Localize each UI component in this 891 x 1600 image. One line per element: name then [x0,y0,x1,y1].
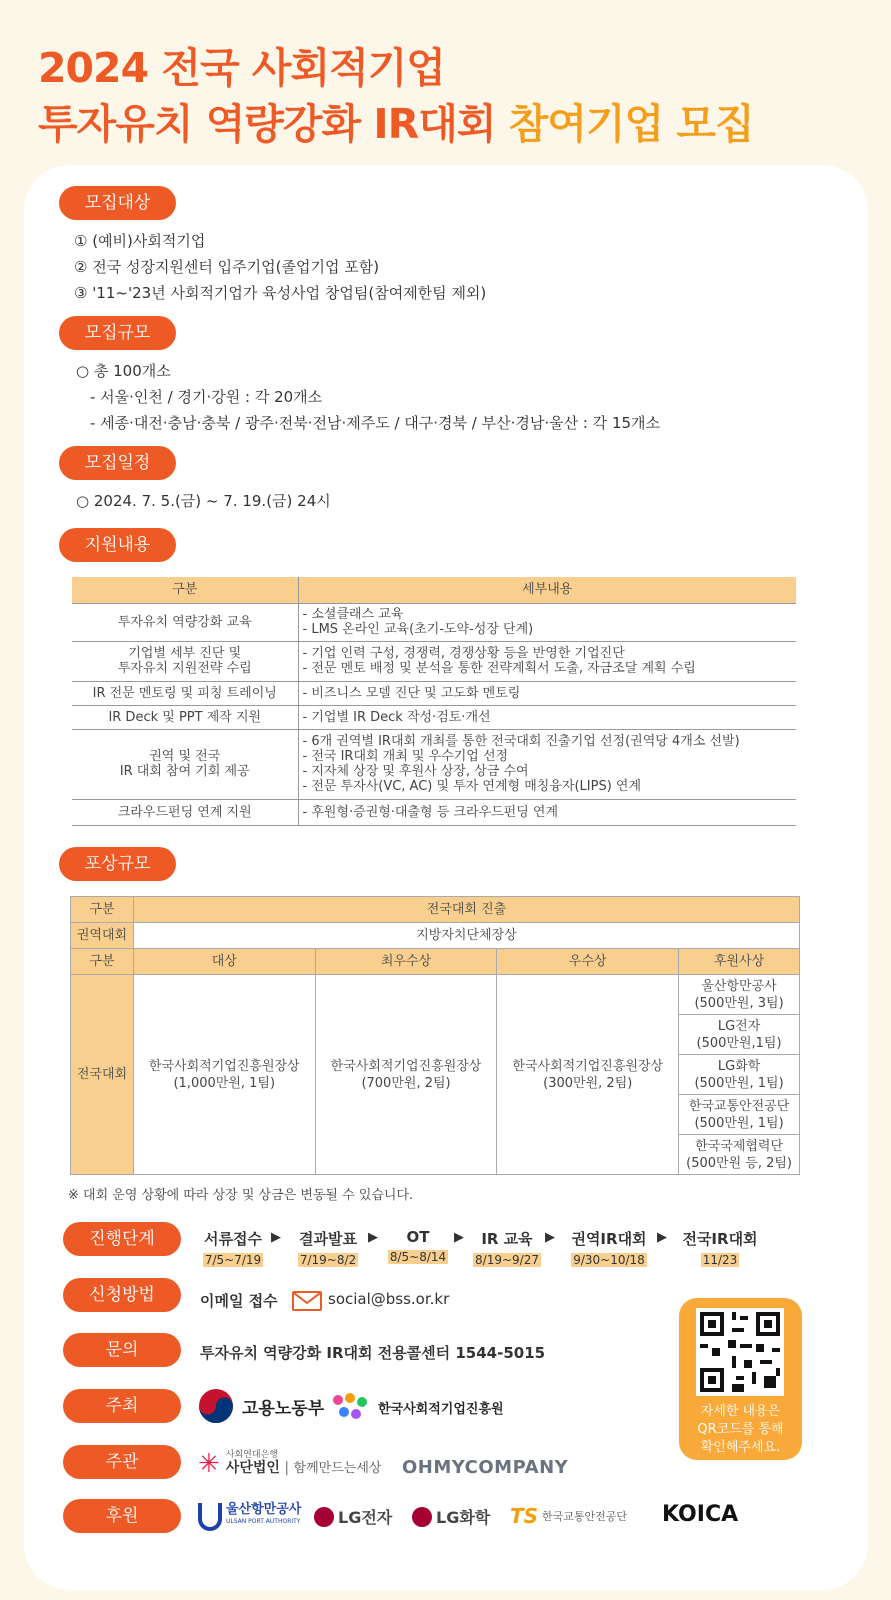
award-subheader: 우수상 [497,949,679,975]
together-sub: 함께만드는세상 [293,1461,382,1476]
taegeuk-icon [198,1388,234,1424]
table-row [72,603,796,641]
detail-line: - 전문 멘토 배정 및 분석을 통한 전략계획서 도출, 자금조달 계획 수립 [302,661,696,676]
target-item: ① (예비)사회적기업 [74,232,206,250]
award-sponsor [679,1095,800,1135]
award-header-gubun: 구분 [71,897,134,923]
award-name: 한국사회적기업진흥원장상 [148,1058,300,1074]
table-row [72,799,796,825]
contact-text: 투자유치 역량강화 IR대회 전용콜센터 1544-5015 [200,1344,546,1362]
award-name: 한국사회적기업진흥원장상 [512,1058,664,1074]
target-item: ③ '11~'23년 사회적기업가 육성사업 창업팀(참여제한팀 제외) [74,284,487,302]
support-detail [298,641,796,681]
lg-chem-name: LG화학 [436,1508,491,1527]
upa-name-en: ULSAN PORT AUTHORITY [226,1518,301,1525]
process-step [200,1228,266,1268]
sponsor-name: 울산항만공사 [701,978,777,994]
award-subheader-row [71,949,800,975]
process-step [384,1228,452,1265]
sponsor-prize: (500만원 등, 2팀) [686,1155,792,1171]
moel-logo [198,1388,324,1424]
page-title [38,40,754,152]
section-label-apply: 신청방법 [63,1278,181,1312]
title-line-1: 2024 전국 사회적기업 [38,44,445,92]
process-step [568,1228,650,1268]
process-step [472,1228,542,1268]
detail-line: - 비즈니스 모델 진단 및 고도화 멘토링 [302,685,521,701]
award-prize: (700만원, 2팀) [361,1075,451,1091]
section-label-organizer: 주관 [63,1445,181,1479]
award-table [70,896,800,1175]
award-excellent [497,975,679,1175]
sponsor-prize: (500만원, 1팀) [694,1075,784,1091]
together-small: 사회연대은행 [225,1450,278,1460]
sponsor-name: 한국국제협력단 [695,1138,784,1154]
support-cat: 크라우드펀딩 연계 지원 [72,799,298,825]
award-sponsor [679,975,800,1015]
support-cat: IR Deck 및 PPT 제작 지원 [72,705,298,729]
step-name: 결과발표 [299,1230,357,1248]
step-date: 8/19~9/27 [475,1253,539,1267]
title-line-2 [38,96,754,152]
together-logo: ✳ 사회연대은행 사단법인 | 함께만드는세상 [198,1448,382,1479]
lg-icon [314,1507,334,1527]
support-detail [298,603,796,641]
award-regional-label: 권역대회 [71,923,134,949]
step-date: 11/23 [702,1253,738,1267]
support-detail [298,799,796,825]
support-cat: 기업별 세부 진단 및 투자유치 지원전략 수립 [72,641,298,681]
qr-caption-line: 확인해주세요. [700,1440,781,1455]
upa-name: 울산항만공사 [226,1502,302,1517]
moel-name: 고용노동부 [242,1398,325,1419]
award-sponsor [679,1055,800,1095]
kosea-icon [330,1392,372,1422]
award-subheader: 후원사상 [679,949,800,975]
lg-electronics-name: LG전자 [338,1508,393,1527]
step-name: 전국IR대회 [682,1230,758,1248]
table-row [72,705,796,729]
step-date: 7/5~7/19 [204,1253,262,1267]
detail-line: - 지자체 상장 및 후원사 상장, 상금 수여 [302,764,529,779]
support-table [72,577,796,826]
step-name: IR 교육 [481,1230,533,1248]
section-label-award: 포상규모 [59,847,176,881]
arrow-right-icon: ▶ [368,1230,378,1245]
process-steps [200,1228,780,1274]
award-regional-row [71,923,800,949]
qr-caption [679,1403,802,1457]
support-header-row [72,577,796,603]
scale-item: ○ 총 100개소 [76,362,171,380]
title-line-2-main: 투자유치 역량강화 IR대회 [38,100,509,148]
starburst-icon: ✳ [198,1448,220,1479]
award-header-row [71,897,800,923]
together-org: 사단법인 [225,1460,280,1476]
award-note: ※ 대회 운영 상황에 따라 상장 및 상금은 변동될 수 있습니다. [68,1188,414,1203]
sponsor-prize: (500만원,1팀) [696,1035,782,1051]
step-name: 권역IR대회 [571,1230,647,1248]
apply-method: 이메일 접수 [200,1292,278,1310]
ohmycompany-logo: OHMYCOMPANY [402,1457,569,1478]
award-sponsor [679,1015,800,1055]
award-header-national-entry: 전국대회 진출 [133,897,799,923]
kosea-name: 한국사회적기업진흥원 [378,1401,504,1417]
support-cat: 투자유치 역량강화 교육 [72,603,298,641]
kosea-logo [330,1392,504,1422]
step-name: 서류접수 [204,1230,262,1248]
ts-mark: TS [510,1504,539,1528]
target-list [74,228,486,306]
sponsor-prize: (500만원, 3팀) [694,995,784,1011]
table-row [72,729,796,799]
sponsor-name: LG화학 [717,1058,761,1074]
target-item: ② 전국 성장지원센터 입주기업(졸업기업 포함) [74,258,380,276]
section-label-target: 모집대상 [59,186,176,220]
qr-code-icon[interactable] [696,1308,784,1396]
section-label-sponsor: 후원 [63,1499,181,1533]
detail-line: - 기업 인력 구성, 경쟁력, 경쟁상황 등을 반영한 기업진단 [302,646,625,661]
process-step [678,1228,762,1268]
detail-line: - 6개 권역별 IR대회 개최를 통한 전국대회 진출기업 선정(권역당 4개소 선발) [302,734,740,749]
section-label-support: 지원내용 [59,528,176,562]
kotsa-name: 한국교통안전공단 [542,1510,628,1523]
qr-box [679,1298,802,1460]
detail-line: - 전문 투자사(VC, AC) 및 투자 연계형 매칭융자(LIPS) 연계 [302,779,642,794]
award-sponsor [679,1135,800,1175]
scale-list [76,358,660,436]
support-detail [298,705,796,729]
apply-email[interactable]: social@bss.or.kr [328,1290,450,1308]
award-national-label: 전국대회 [71,975,134,1175]
support-cat: 권역 및 전국 IR 대회 참여 기회 제공 [72,729,298,799]
table-row [72,681,796,705]
award-grand [133,975,315,1175]
step-date: 9/30~10/18 [573,1253,645,1267]
table-row [72,641,796,681]
award-prize: (300만원, 2팀) [543,1075,633,1091]
award-regional-value: 지방자치단체장상 [133,923,799,949]
step-date: 7/19~8/2 [299,1253,357,1267]
award-subheader: 최우수상 [315,949,497,975]
step-date: 8/5~8/14 [389,1250,447,1264]
support-cat: IR 전문 멘토링 및 피칭 트레이닝 [72,681,298,705]
kotsa-logo [510,1504,627,1528]
lg-chem-logo [412,1505,490,1528]
support-detail [298,729,796,799]
section-label-schedule: 모집일정 [59,446,176,480]
title-line-2-highlight: 참여기업 모집 [508,100,754,148]
upa-icon [198,1501,222,1531]
lg-electronics-logo [314,1505,392,1528]
scale-item: - 세종·대전·충남·충북 / 광주·전북·전남·제주도 / 대구·경북 / 부산·경남·울산 : 각 15개소 [90,414,661,432]
qr-caption-line: 자세한 내용은 [700,1404,781,1419]
award-prize: (1,000만원, 1팀) [173,1075,276,1091]
award-first [315,975,497,1175]
arrow-right-icon: ▶ [271,1230,281,1245]
upa-logo [198,1501,301,1531]
award-national-row [71,975,800,1015]
award-subheader: 구분 [71,949,134,975]
section-label-scale: 모집규모 [59,316,176,350]
arrow-right-icon: ▶ [657,1230,667,1245]
detail-line: - 전국 IR대회 개최 및 우수기업 선정 [302,749,509,764]
schedule-text: ○ 2024. 7. 5.(금) ~ 7. 19.(금) 24시 [76,492,331,510]
process-step [294,1228,362,1268]
award-subheader: 대상 [133,949,315,975]
support-detail [298,681,796,705]
sponsor-prize: (500만원, 1팀) [694,1115,784,1131]
detail-line: - 기업별 IR Deck 작성·검토·개선 [302,709,491,725]
section-label-process: 진행단계 [63,1222,181,1256]
section-label-contact: 문의 [63,1333,181,1367]
arrow-right-icon: ▶ [454,1230,464,1245]
section-label-host: 주최 [63,1389,181,1423]
award-name: 한국사회적기업진흥원장상 [330,1058,482,1074]
qr-caption-line: QR코드를 통해 [697,1422,784,1437]
detail-line: - LMS 온라인 교육(초기-도약-성장 단계) [302,622,534,637]
detail-line: - 소셜클래스 교육 [302,607,404,622]
sponsor-name: 한국교통안전공단 [688,1098,790,1114]
support-header-cat: 구분 [72,577,298,603]
lg-icon [412,1507,432,1527]
koica-logo: KOICA [662,1502,739,1527]
detail-line: - 후원형·증권형·대출형 등 크라우드펀딩 연계 [302,804,559,820]
arrow-right-icon: ▶ [545,1230,555,1245]
scale-item: - 서울·인천 / 경기·강원 : 각 20개소 [90,388,323,406]
support-header-detail: 세부내용 [298,577,796,603]
sponsor-name: LG전자 [717,1018,761,1034]
step-name: OT [406,1228,430,1246]
envelope-icon [292,1291,322,1311]
